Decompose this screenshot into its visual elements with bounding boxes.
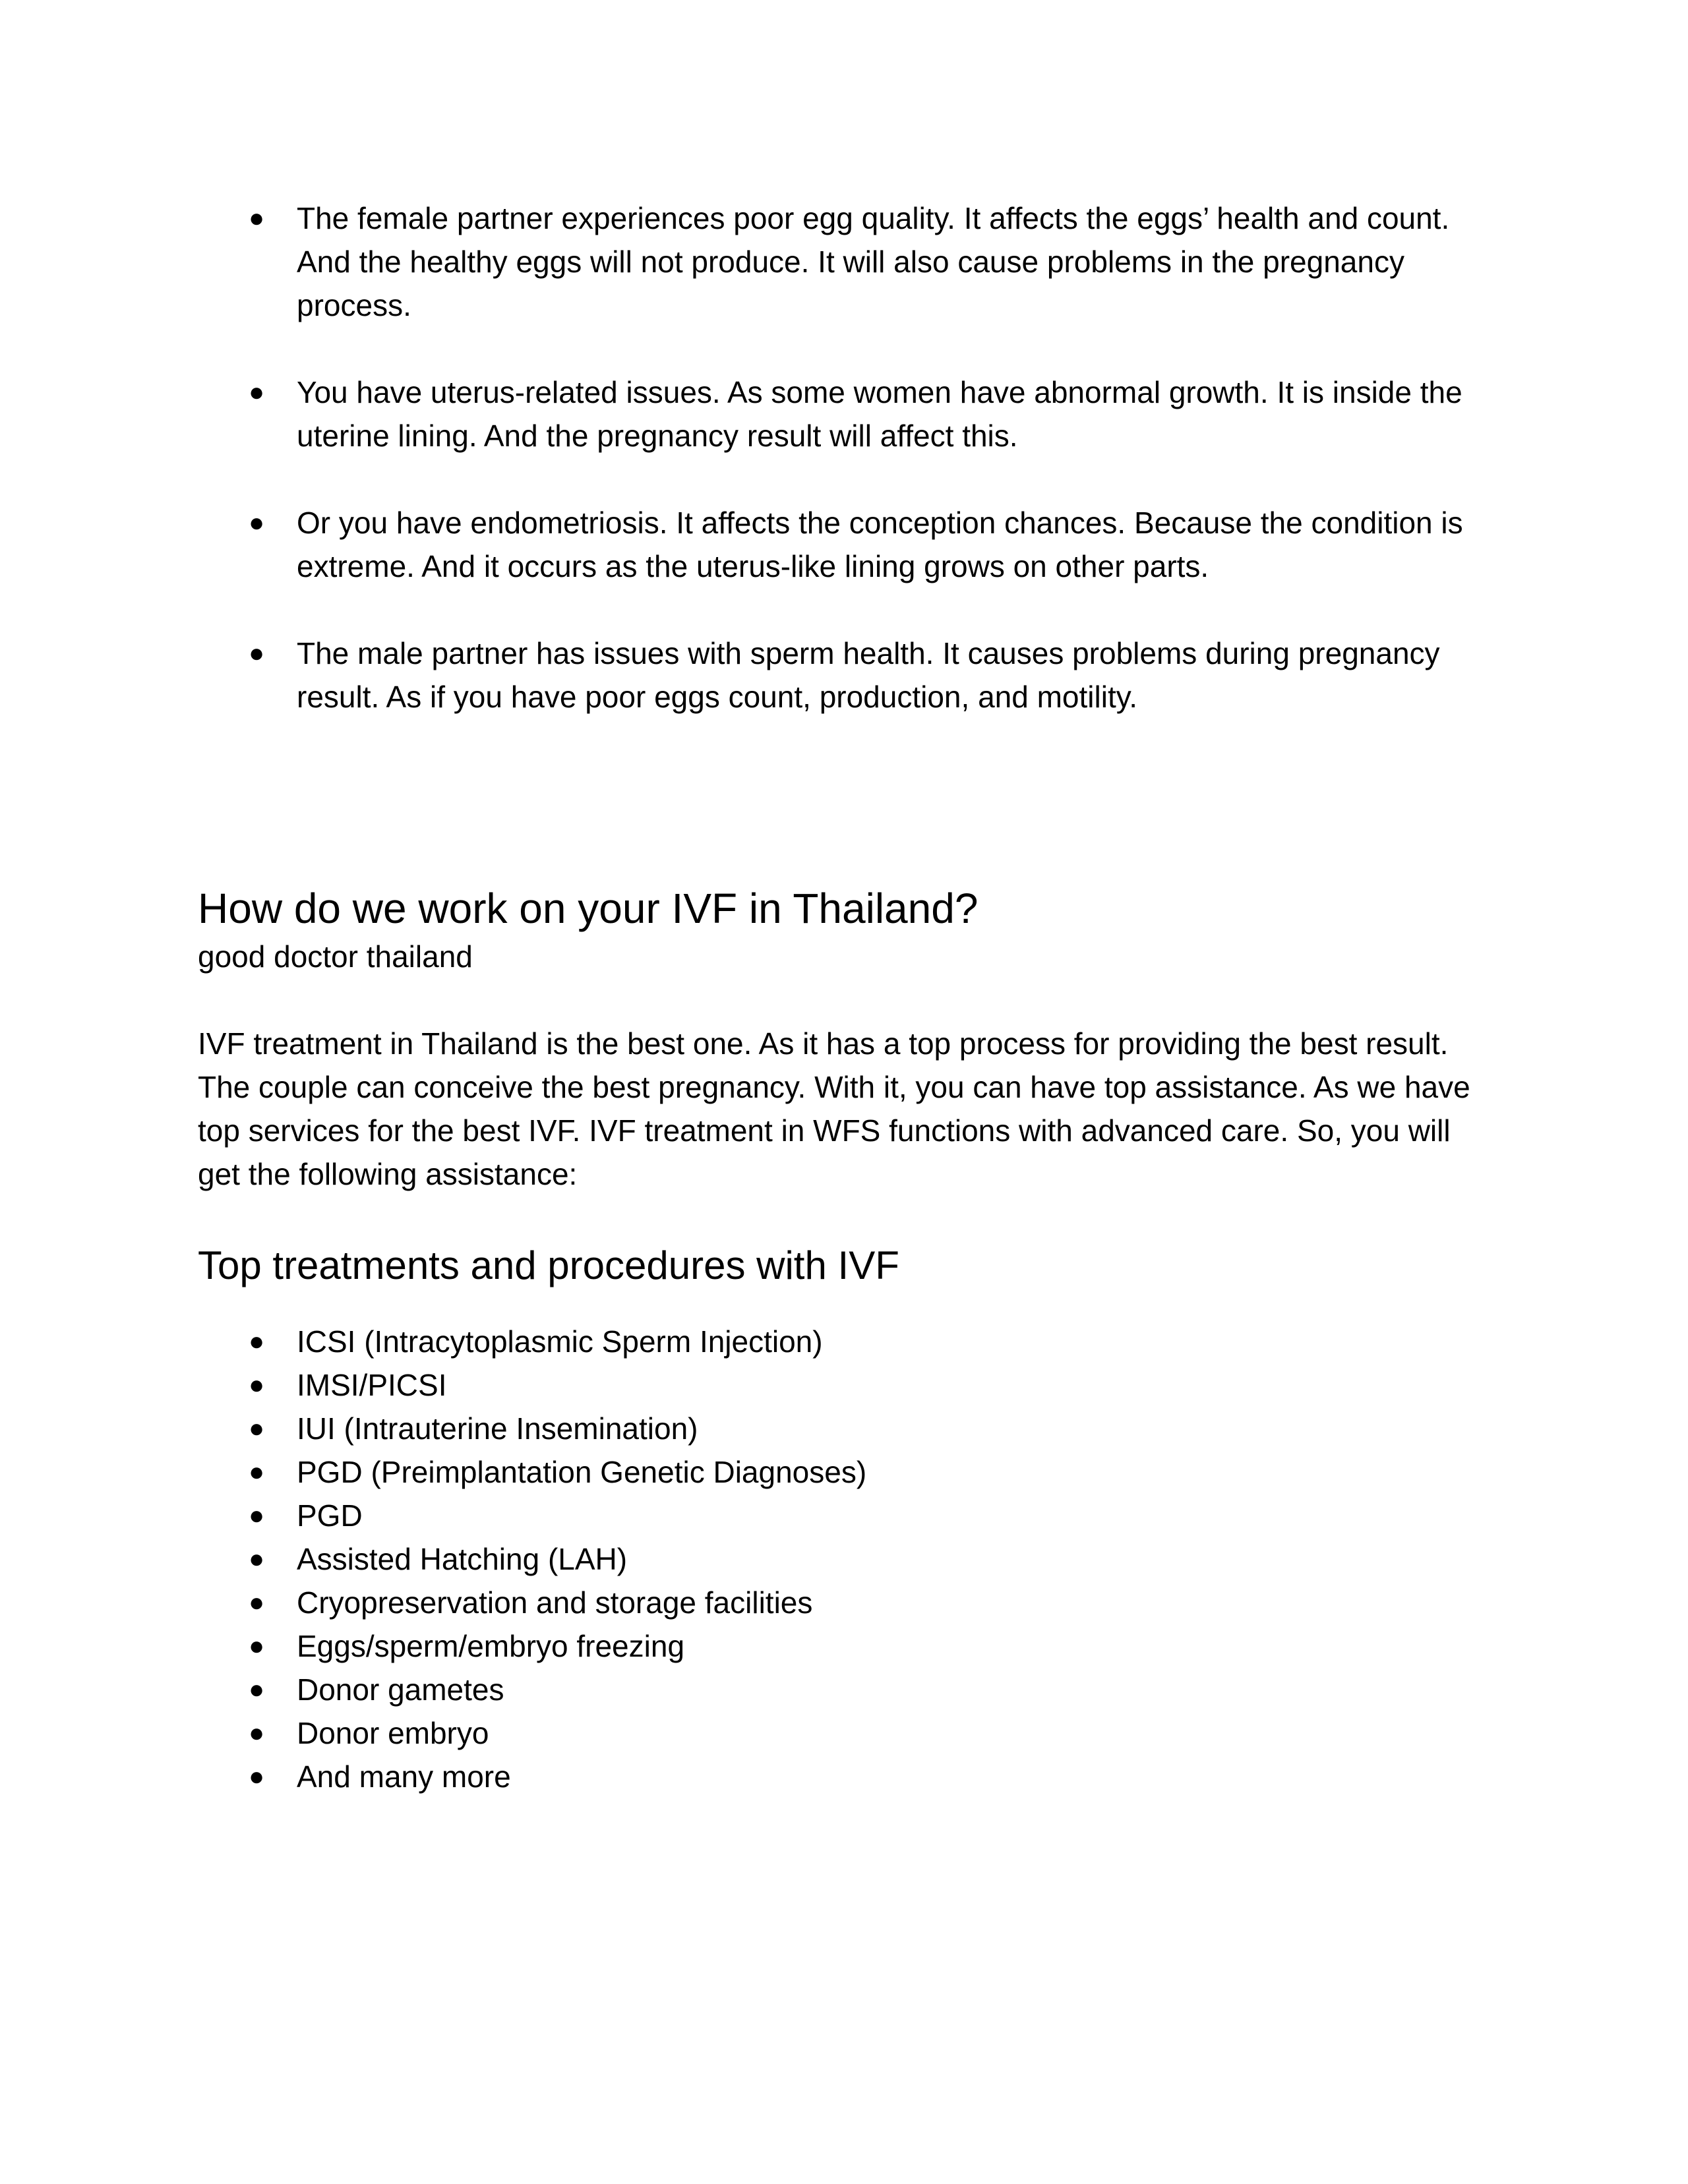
bullet-icon: ● [249, 1675, 265, 1704]
list-item-text: Donor gametes [297, 1672, 504, 1707]
section-heading-top-treatments: Top treatments and procedures with IVF [198, 1243, 899, 1287]
section-heading-ivf-thailand: How do we work on your IVF in Thailand? [198, 885, 979, 932]
list-item-text: Cryopreservation and storage facilities [297, 1585, 813, 1620]
list-item-text: IMSI/PICSI [297, 1368, 447, 1402]
list-item [198, 501, 1490, 588]
bullet-icon: ● [249, 1501, 265, 1530]
list-item-text: Eggs/sperm/embryo freezing [297, 1629, 685, 1663]
bullet-icon: ● [249, 1458, 265, 1487]
list-item-text: And many more [297, 1759, 511, 1794]
bullet-icon: ● [249, 1371, 265, 1400]
bullet-icon: ● [249, 1327, 265, 1356]
list-item-text: PGD [297, 1498, 363, 1533]
list-item [198, 632, 1490, 719]
list-item [198, 370, 1490, 457]
list-item-text: Or you have endometriosis. It affects the conception chances. Because the condition is extreme. And it occurs as the uterus-like lining grows on other parts. [297, 506, 1463, 583]
bullet-icon: ● [249, 1762, 265, 1791]
bullet-icon: ● [249, 1719, 265, 1748]
document-content [198, 196, 1490, 1798]
section-subtitle: good doctor thailand [198, 939, 473, 974]
bullet-icon: ● [249, 508, 265, 537]
bullet-icon: ● [249, 204, 265, 233]
list-item-text: Donor embryo [297, 1716, 489, 1750]
list-item-text: IUI (Intrauterine Insemination) [297, 1411, 698, 1446]
list-item [198, 1581, 1490, 1624]
list-item-text: PGD (Preimplantation Genetic Diagnoses) [297, 1455, 867, 1489]
list-item-text: The female partner experiences poor egg quality. It affects the eggs’ health and count. And the healthy eggs will not produce. It will also cause problems in the pregnancy process. [297, 201, 1450, 322]
list-item [198, 196, 1490, 327]
bullet-icon: ● [249, 378, 265, 407]
list-item-text: The male partner has issues with sperm health. It causes problems during pregnancy result. As if you have poor eggs count, production, and motility. [297, 636, 1440, 714]
list-item [198, 1320, 1490, 1363]
list-item [198, 1537, 1490, 1581]
list-item [198, 1450, 1490, 1494]
list-item [198, 1755, 1490, 1798]
list-item [198, 1407, 1490, 1450]
conditions-list [198, 196, 1490, 719]
bullet-icon: ● [249, 639, 265, 668]
list-item-text: ICSI (Intracytoplasmic Sperm Injection) [297, 1324, 823, 1359]
list-item [198, 1363, 1490, 1407]
list-item-text: Assisted Hatching (LAH) [297, 1542, 628, 1576]
bullet-icon: ● [249, 1588, 265, 1617]
list-item [198, 1668, 1490, 1711]
list-item [198, 1711, 1490, 1755]
list-item [198, 1624, 1490, 1668]
intro-paragraph: IVF treatment in Thailand is the best one. As it has a top process for providing the best result. The couple can conceive the best pregnancy. With it, you can have top assistance. As we have top services for the best IVF. IVF treatment in WFS functions with advanced care. So, you will get the following assistance: [198, 1026, 1470, 1191]
list-item-text: You have uterus-related issues. As some women have abnormal growth. It is inside the uterine lining. And the pregnancy result will affect this. [297, 375, 1462, 453]
treatments-list [198, 1320, 1490, 1798]
bullet-icon: ● [249, 1632, 265, 1661]
list-item [198, 1494, 1490, 1537]
bullet-icon: ● [249, 1545, 265, 1574]
bullet-icon: ● [249, 1414, 265, 1443]
